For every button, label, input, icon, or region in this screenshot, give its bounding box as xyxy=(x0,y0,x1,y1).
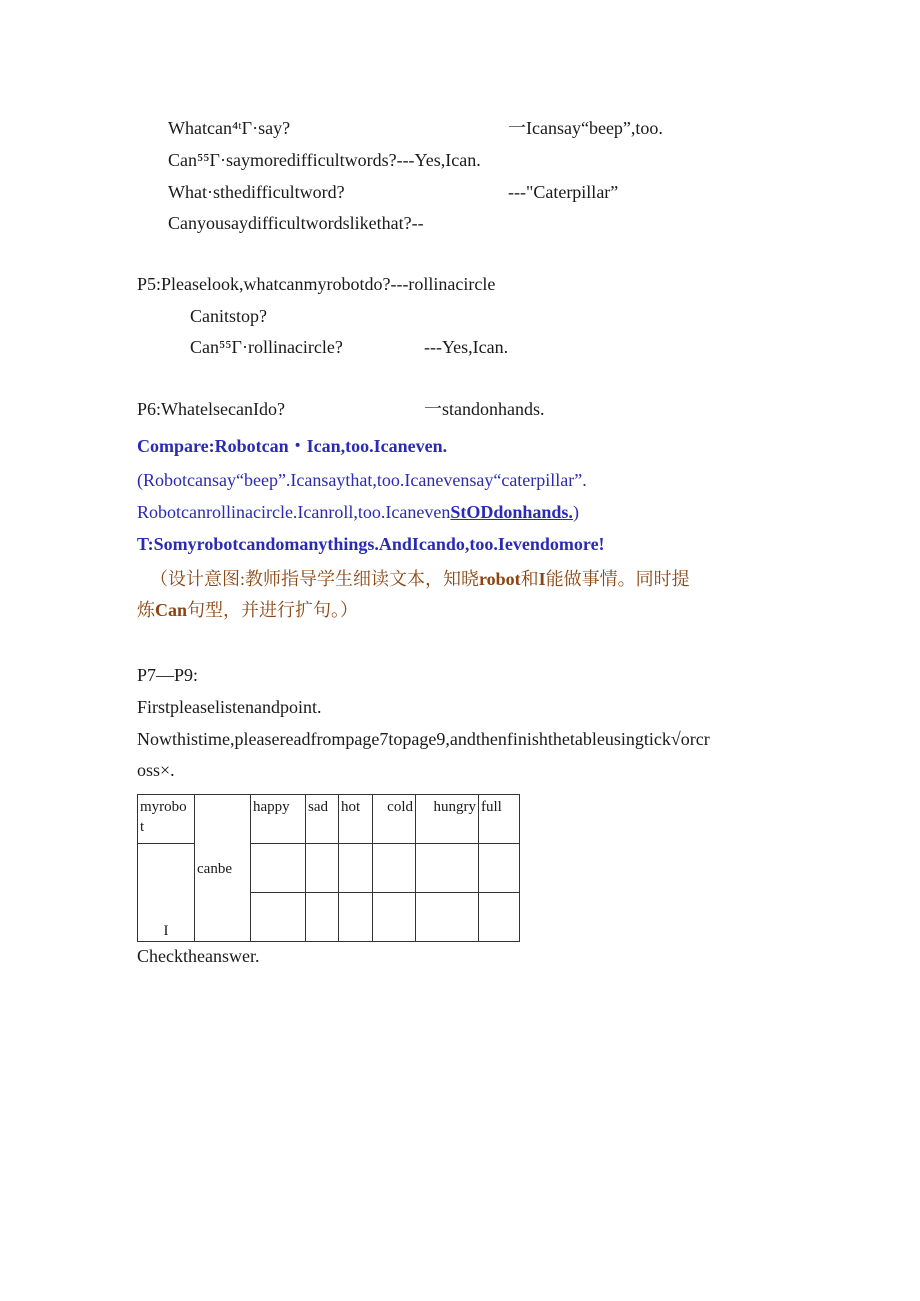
compare-line-2-close: ) xyxy=(572,502,579,522)
header-cold-text: cold xyxy=(387,799,413,815)
cell-robot-hungry[interactable] xyxy=(416,844,479,893)
header-hungry xyxy=(416,795,479,844)
p5-line-3-question: Can⁵⁵Γ·rollinacircle? xyxy=(190,337,343,357)
p7-title: P7—P9: xyxy=(137,665,199,685)
feelings-table xyxy=(137,794,520,942)
p5-line-2: Canitstop? xyxy=(190,306,267,326)
header-hot xyxy=(339,795,373,844)
header-happy-text: happy xyxy=(253,799,290,815)
compare-line-2-text: Robotcanrollinacircle.Icanroll,too.Icaneven xyxy=(137,502,451,522)
header-full xyxy=(479,795,520,844)
header-sad xyxy=(306,795,339,844)
p6-title-answer: 一standonhands. xyxy=(424,399,545,419)
design-term-robot: robot xyxy=(479,569,521,589)
compare-line-1: (Robotcansay“beep”.Icansaythat,too.Icanevensay“caterpillar”. xyxy=(137,470,587,490)
dialogue-line-1-question: Whatcan⁴ᵗΓ·say? xyxy=(168,118,291,138)
design-text-2: 和 xyxy=(520,569,539,589)
cell-i-hungry[interactable] xyxy=(416,893,479,942)
row-label-myrobot xyxy=(138,795,195,844)
cell-i-sad[interactable] xyxy=(306,893,339,942)
dialogue-line-2: Can⁵⁵Γ·saymoredifficultwords?---Yes,Ican. xyxy=(168,150,481,170)
verb-text: canbe xyxy=(197,861,232,877)
compare-heading: Compare:Robotcan・Ican,too.Icaneven. xyxy=(137,436,448,456)
p7-line-3: oss×. xyxy=(137,760,175,780)
design-term-can: Can xyxy=(155,600,188,620)
cell-robot-sad[interactable] xyxy=(306,844,339,893)
design-text-3: 能做事情。同时提 xyxy=(545,569,690,589)
header-sad-text: sad xyxy=(308,799,328,815)
design-term-i: I xyxy=(538,569,546,589)
design-intent-line-1 xyxy=(150,568,690,590)
verb-cell xyxy=(195,795,251,942)
header-full-text: full xyxy=(481,799,502,815)
row-label-myrobot-text: myrobo t xyxy=(140,799,187,835)
design-text-4: 炼 xyxy=(137,600,155,620)
cell-robot-hot[interactable] xyxy=(339,844,373,893)
cell-i-hot[interactable] xyxy=(339,893,373,942)
compare-underlined-phrase: StODdonhands. xyxy=(450,502,573,522)
dialogue-line-1-answer: 一Icansay“beep”,too. xyxy=(508,118,663,138)
cell-i-happy[interactable] xyxy=(251,893,306,942)
p5-line-3-answer: ---Yes,Ican. xyxy=(424,337,509,357)
compare-line-2 xyxy=(137,501,579,523)
dialogue-line-3-question: What·sthedifficultword? xyxy=(168,182,345,202)
header-hot-text: hot xyxy=(341,799,361,815)
header-cold xyxy=(373,795,416,844)
header-happy xyxy=(251,795,306,844)
p7-line-2: Nowthistime,pleasereadfrompage7topage9,andthenfinishthetableusingtick√orcr xyxy=(137,729,710,749)
teacher-line: T:Somyrobotcandomanythings.AndIcando,too.Ievendomore! xyxy=(137,534,605,554)
p5-title: P5:Pleaselook,whatcanmyrobotdo?---rollinacircle xyxy=(137,274,496,294)
dialogue-line-3-answer: ---"Caterpillar” xyxy=(508,182,619,202)
cell-robot-cold[interactable] xyxy=(373,844,416,893)
p6-title-question: P6:WhatelsecanIdo? xyxy=(137,399,285,419)
design-text-5: 句型，并进行扩句。） xyxy=(187,600,359,620)
cell-i-full[interactable] xyxy=(479,893,520,942)
dialogue-line-4: Canyousaydifficultwordslikethat?-- xyxy=(168,213,424,233)
p7-line-1: Firstpleaselistenandpoint. xyxy=(137,697,322,717)
cell-robot-full[interactable] xyxy=(479,844,520,893)
design-text-1: （设计意图:教师指导学生细读文本，知晓 xyxy=(150,569,479,589)
header-hungry-text: hungry xyxy=(433,799,476,815)
cell-i-cold[interactable] xyxy=(373,893,416,942)
cell-robot-happy[interactable] xyxy=(251,844,306,893)
check-answer: Checktheanswer. xyxy=(137,946,260,966)
row-label-i xyxy=(138,844,195,942)
row-label-i-text: I xyxy=(163,923,169,939)
design-intent-line-2 xyxy=(137,599,358,621)
